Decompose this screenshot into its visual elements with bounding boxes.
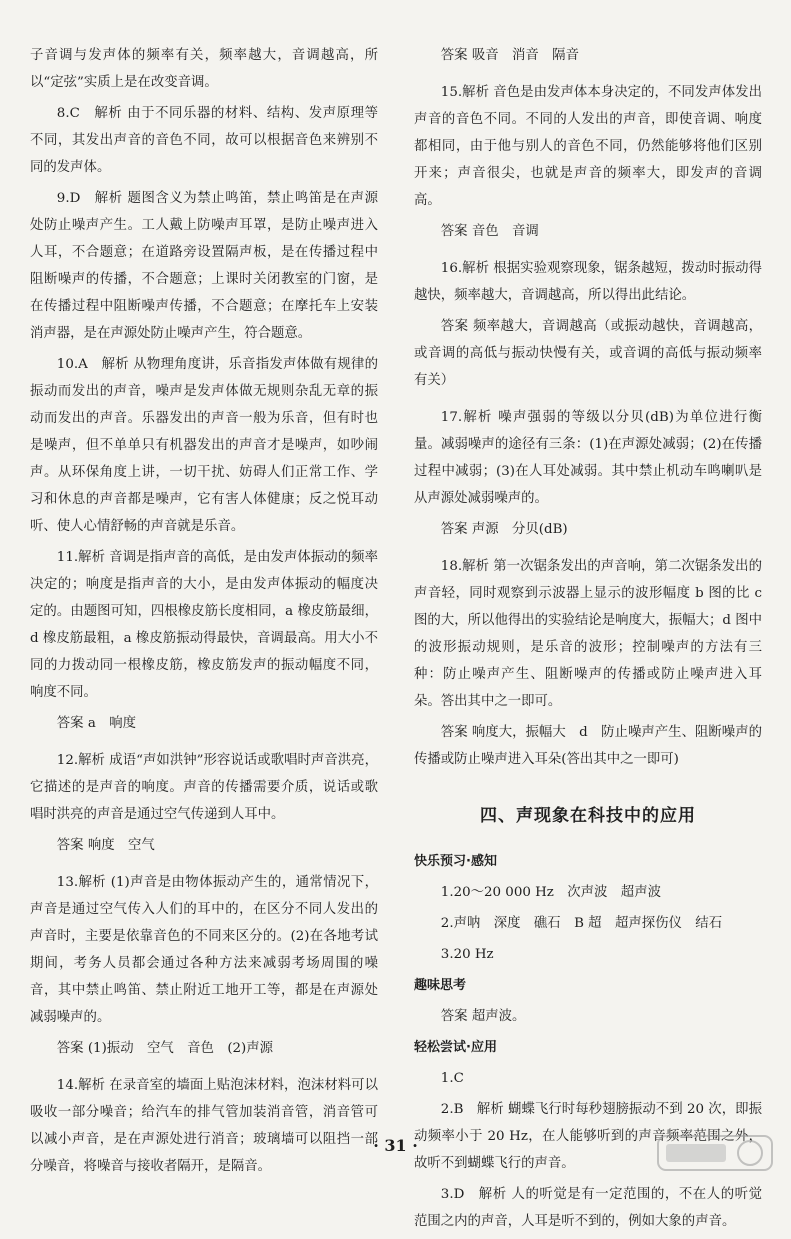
left-column xyxy=(30,42,378,1184)
subheading-fun-thinking: 趣味思考 xyxy=(414,978,467,993)
right-column xyxy=(414,42,762,1239)
answer-14: 14.解析 在录音室的墙面上贴泡沫材料，泡沫材料可以吸收一部分噪音；给汽车的排气管加装消音管，消音管可以减小声音，是在声源处进行消音；玻璃墙可以阻挡一部分噪音，将噪音与接收者隔开，是隔音。 xyxy=(30,1078,378,1174)
subheading-preview: 快乐预习·感知 xyxy=(414,854,497,869)
answer-17-result: 答案 声源 分贝(dB) xyxy=(440,522,568,537)
preview-item-1: 1.20～20 000 Hz 次声波 超声波 xyxy=(440,885,661,900)
answer-15: 15.解析 音色是由发声体本身决定的，不同发声体发出声音的音色不同。不同的人发出的声音，即使音调、响度都相同，由于他与别人的音色不同，仍然能够将他们区别开来；声音很尖，也就是声音的频率大，即发声的音调高。 xyxy=(414,85,762,208)
answer-17: 17.解析 噪声强弱的等级以分贝(dB)为单位进行衡量。减弱噪声的途径有三条：(1)在声源处减弱；(2)在传播过程中减弱；(3)在人耳处减弱。其中禁止机动车鸣喇叭是从声源处减弱噪声的。 xyxy=(414,410,762,506)
answer-13-result: 答案 (1)振动 空气 音色 (2)声源 xyxy=(56,1041,274,1056)
preview-item-3: 3.20 Hz xyxy=(440,947,494,962)
preview-item-2: 2.声呐 深度 礁石 B 超 超声探伤仪 结石 xyxy=(440,916,723,931)
answer-14-result: 答案 吸音 消音 隔音 xyxy=(440,48,579,63)
answer-11: 11.解析 音调是指声音的高低，是由发声体振动的频率决定的；响度是指声音的大小，是由发声体振动的幅度决定的。由题图可知，四根橡皮筋长度相同，a 橡皮筋最细，d 橡皮筋最粗，a 橡皮筋振动得最快，音调最高。用大小不同的力拨动同一根橡皮筋，橡皮筋发声的振动幅度不同，响度不同。 xyxy=(30,550,378,700)
answer-16-result: 答案 频率越大，音调越高（或振动越快，音调越高，或音调的高低与振动快慢有关，或音调的高低与振动频率有关） xyxy=(414,319,762,388)
answer-10: 10.A 解析 从物理角度讲，乐音指发声体做有规律的振动而发出的声音，噪声是发声体做无规则杂乱无章的振动而发出的声音。乐器发出的声音一般为乐音，但有时也是噪声，但不单单只有机器发出的声音才是噪声，如吵闹声。从环保角度上讲，一切干扰、妨碍人们正常工作、学习和休息的声音都是噪声，它有害人体健康；反之悦耳动听、使人心情舒畅的声音就是乐音。 xyxy=(30,357,378,534)
answer-12: 12.解析 成语“声如洪钟”形容说话或歌唱时声音洪亮，它描述的是声音的响度。声音的传播需要介质，说话或歌唱时洪亮的声音是通过空气传递到人耳中。 xyxy=(30,753,378,822)
paragraph-continued: 子音调与发声体的频率有关，频率越大，音调越高，所以“定弦”实质上是在改变音调。 xyxy=(30,48,378,90)
page-number: · 31 · xyxy=(373,1136,418,1155)
subheading-application: 轻松尝试·应用 xyxy=(414,1040,497,1055)
answer-11-result: 答案 a 响度 xyxy=(56,716,136,731)
answer-18: 18.解析 第一次锯条发出的声音响，第二次锯条发出的声音轻，同时观察到示波器上显示的波形幅度 b 图的比 c 图的大，所以他得出的实验结论是响度大，振幅大；d 图中的波形振动规则，是乐音的波形；控制噪声的方法有三种：防止噪声产生、阻断噪声的传播或防止噪声进入耳朵。答出其中之一即可。 xyxy=(414,559,762,709)
watermark-logo xyxy=(650,1132,780,1192)
answer-15-result: 答案 音色 音调 xyxy=(440,224,539,239)
answer-12-result: 答案 响度 空气 xyxy=(56,838,155,853)
application-item-3: 3.D 解析 人的听觉是有一定范围的，不在人的听觉范围之内的声音，人耳是听不到的，例如大象的声音。 xyxy=(414,1187,762,1229)
answer-16: 16.解析 根据实验观察现象，锯条越短，拨动时振动得越快，频率越大，音调越高，所以得出此结论。 xyxy=(414,261,762,303)
application-item-2: 2.B 解析 蝴蝶飞行时每秒翅膀振动不到 20 次，即振动频率小于 20 Hz，在人能够听到的声音频率范围之外，故听不到蝴蝶飞行的声音。 xyxy=(414,1102,762,1171)
answer-8: 8.C 解析 由于不同乐器的材料、结构、发声原理等不同，其发出声音的音色不同，故可以根据音色来辨别不同的发声体。 xyxy=(30,106,378,175)
section-title: 四、声现象在科技中的应用 xyxy=(480,806,696,826)
answer-18-result: 答案 响度大，振幅大 d 防止噪声产生、阻断噪声的传播或防止噪声进入耳朵(答出其中之一即可) xyxy=(414,725,762,767)
fun-answer: 答案 超声波。 xyxy=(440,1009,526,1024)
application-item-1: 1.C xyxy=(440,1071,464,1086)
answer-9: 9.D 解析 题图含义为禁止鸣笛，禁止鸣笛是在声源处防止噪声产生。工人戴上防噪声耳罩，是防止噪声进入人耳，不合题意；在道路旁设置隔声板，是在传播过程中阻断噪声的传播，不合题意；上课时关闭教室的门窗，是在传播过程中阻断噪声传播，不合题意；在摩托车上安装消声器，是在声源处防止噪声产生，符合题意。 xyxy=(30,191,378,341)
answer-13: 13.解析 (1)声音是由物体振动产生的，通常情况下，声音是通过空气传入人们的耳中的，在区分不同人发出的声音时，主要是依靠音色的不同来区分的。(2)在各地考试期间，考务人员都会通过各种方法来减弱考场周围的噪音，其中禁止鸣笛、禁止附近工地开工等，都是在声源处减弱噪声的。 xyxy=(30,875,378,1025)
